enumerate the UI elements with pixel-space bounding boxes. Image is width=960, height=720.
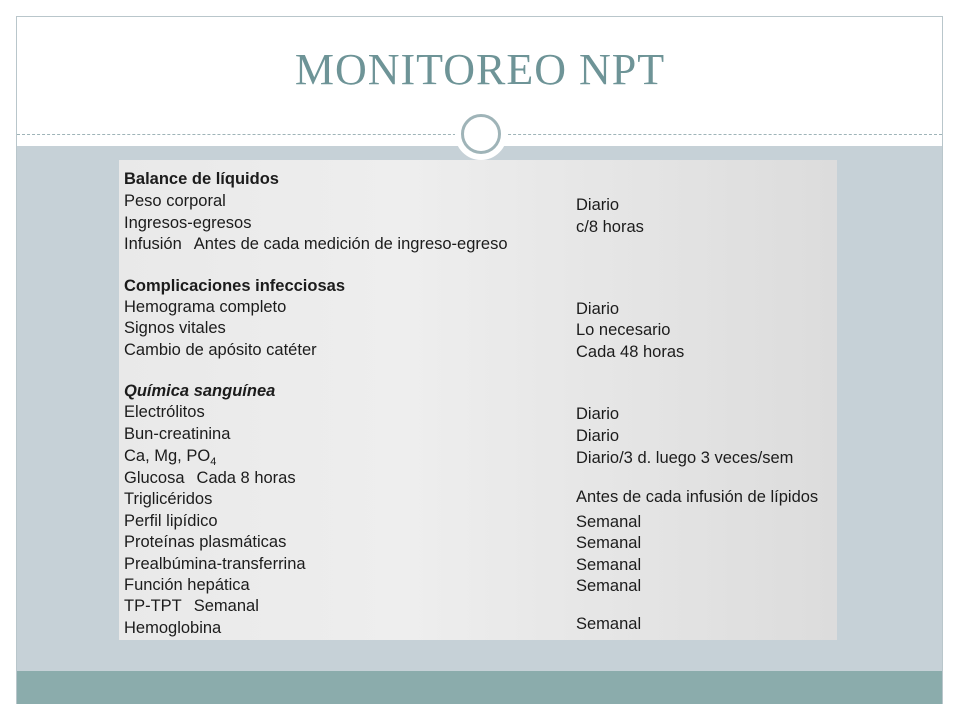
row-frequency: Diario [576, 196, 620, 214]
row-frequency: Semanal [576, 556, 642, 574]
table-row [119, 597, 837, 619]
row-label: Ingresos-egresos [124, 214, 252, 232]
row-label: Hemoglobina [124, 619, 222, 637]
row-frequency: Lo necesario [576, 321, 671, 339]
row-label-text: Ca, Mg, PO [124, 447, 211, 465]
row-inline-note: Cada 8 horas [196, 469, 296, 487]
row-label: Peso corporal [124, 192, 226, 210]
row-frequency: Diario [576, 427, 620, 445]
row-frequency: Semanal [576, 534, 642, 552]
table-row [119, 235, 837, 257]
row-label: Perfil lipídico [124, 512, 218, 530]
row-frequency: Semanal [576, 615, 642, 633]
ring-ornament-icon [455, 108, 507, 160]
row-frequency: Semanal [576, 513, 642, 531]
row-frequency: Diario [576, 405, 620, 423]
document-photo [119, 160, 837, 640]
table-row [119, 192, 837, 214]
row-label: Bun-creatinina [124, 425, 231, 443]
section-heading-text: Química sanguínea [124, 382, 276, 400]
row-label-with-note [124, 469, 296, 488]
table-row [119, 512, 837, 534]
table-row [119, 615, 837, 640]
row-label: Triglicéridos [124, 490, 213, 508]
row-label: Signos vitales [124, 319, 226, 337]
section-heading-text: Balance de líquidos [124, 170, 279, 188]
row-label-text: TP-TPT [124, 597, 182, 615]
row-label: Hemograma completo [124, 298, 287, 316]
section-heading-text: Complicaciones infecciosas [124, 277, 346, 295]
row-label: Cambio de apósito catéter [124, 341, 317, 359]
table-row [119, 319, 837, 341]
row-label-with-subscript [124, 447, 216, 468]
row-label-subscript: 4 [210, 456, 217, 468]
table-row [119, 533, 837, 555]
row-label: Electrólitos [124, 403, 205, 421]
table-row [119, 341, 837, 363]
table-row [119, 447, 837, 469]
row-label: Proteínas plasmáticas [124, 533, 287, 551]
table-row [119, 490, 837, 512]
row-frequency: c/8 horas [576, 218, 644, 236]
slide-title: MONITOREO NPT [294, 45, 666, 94]
row-label-text: Glucosa [124, 469, 185, 487]
row-inline-note: Semanal [193, 597, 259, 615]
monitoring-table [119, 160, 837, 640]
table-row [119, 425, 837, 447]
row-label: Prealbúmina-transferrina [124, 555, 306, 573]
footer-band [17, 671, 942, 704]
row-label-with-note [124, 597, 259, 616]
table-row [119, 298, 837, 320]
row-frequency: Semanal [576, 577, 642, 595]
table-row [119, 555, 837, 577]
row-frequency: Cada 48 horas [576, 343, 685, 361]
section-heading [119, 277, 837, 299]
row-inline-note: Antes de cada medición de ingreso-egreso [193, 235, 508, 253]
row-label-text: Infusión [124, 235, 182, 253]
row-frequency: Antes de cada infusión de lípidos [576, 488, 819, 506]
table-row [119, 576, 837, 598]
row-label-with-note [124, 235, 508, 254]
row-frequency: Diario/3 d. luego 3 veces/sem [576, 449, 794, 467]
section-heading [119, 170, 837, 192]
row-label: Función hepática [124, 576, 250, 594]
section-heading [119, 382, 837, 404]
table-row [119, 214, 837, 236]
table-row [119, 403, 837, 425]
row-frequency: Diario [576, 300, 620, 318]
